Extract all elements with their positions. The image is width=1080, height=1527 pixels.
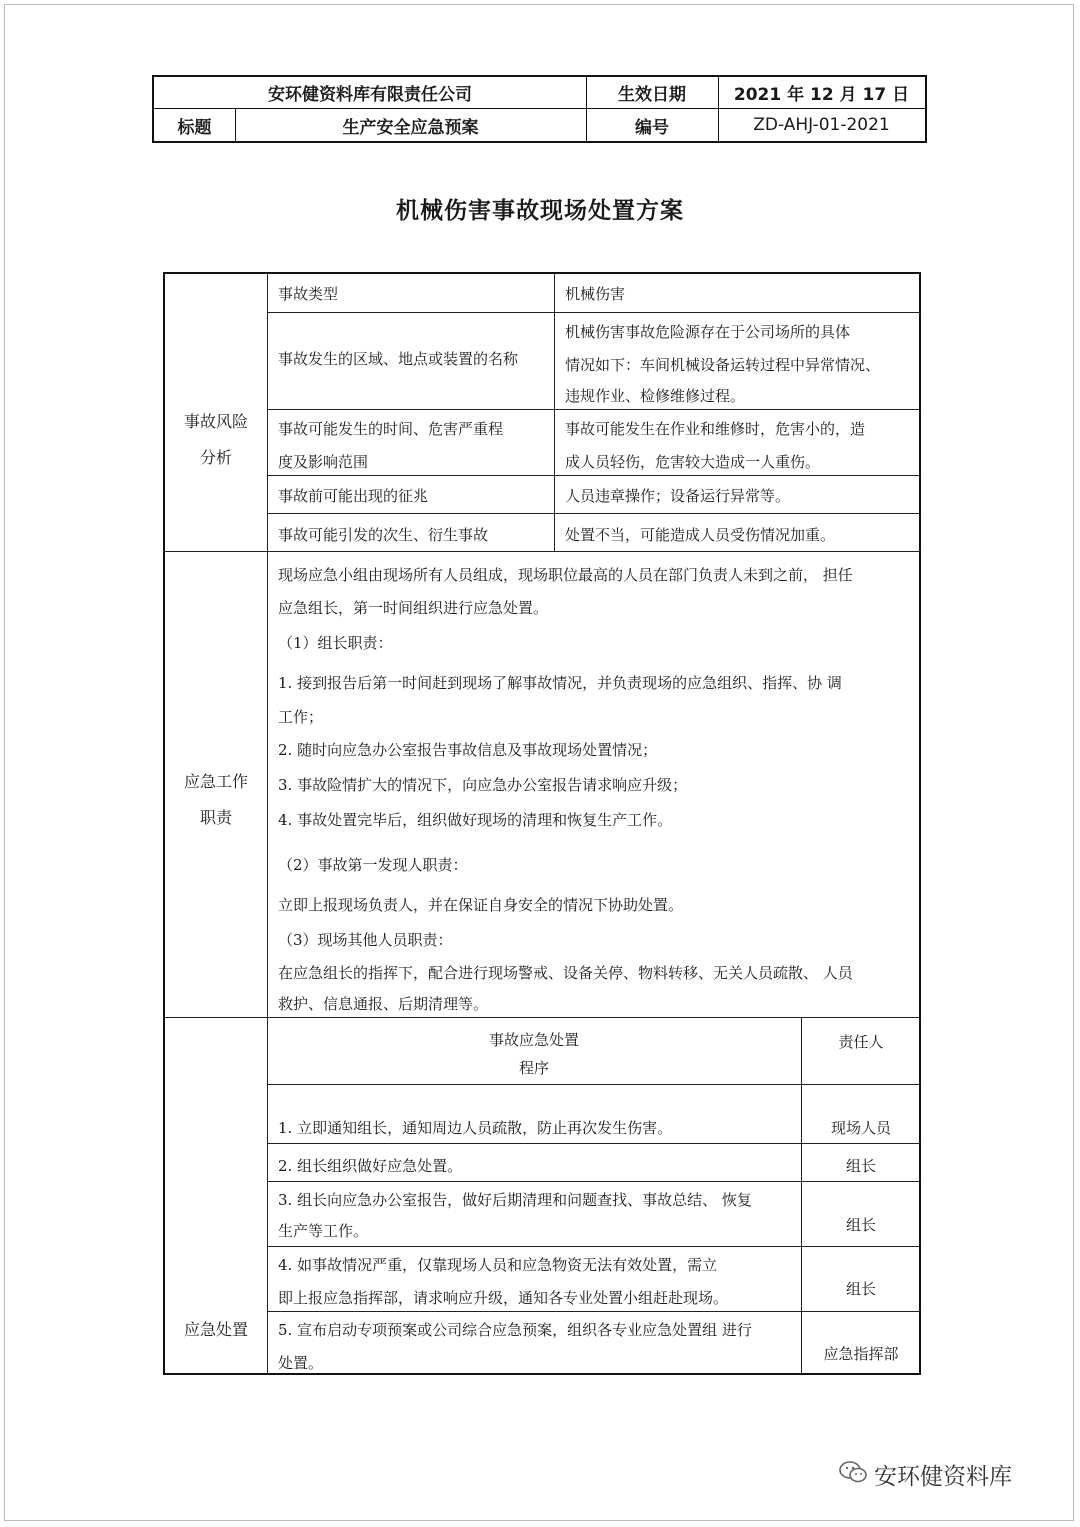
duty-line: 在应急组长的指挥下，配合进行现场警戒、设备关停、物料转移、无关人员疏散、 人员 [278,964,853,982]
procedure-header-line: 事故应急处置 [488,1031,579,1049]
duty-line: 工作； [278,708,324,726]
document-title: 机械伤害事故现场处置方案 [396,197,684,224]
risk-label: 事故前可能出现的征兆 [278,487,429,505]
section-duty-title [165,764,267,836]
risk-label: 度及影响范围 [278,453,369,471]
duty-line: 现场应急小组由现场所有人员组成，现场职位最高的人员在部门负责人未到之前， 担任 [278,566,853,584]
wechat-icon [838,1459,868,1491]
risk-value: 人员违章操作；设备运行异常等。 [565,487,791,505]
procedure-step: 1. 立即通知组长，通知周边人员疏散，防止再次发生伤害。 [278,1119,673,1137]
duty-line: 3. 事故险情扩大的情况下，向应急办公室报告请求响应升级； [278,776,688,794]
disposal-plan-table [163,272,921,1375]
procedure-step: 生产等工作。 [278,1222,369,1240]
step-responsible: 组长 [845,1280,876,1298]
table-divider [267,1084,921,1085]
effective-date-value: 2021 年 12 月 17 日 [733,85,910,105]
duty-line: 2. 随时向应急办公室报告事故信息及事故现场处置情况； [278,741,658,759]
step-responsible: 组长 [845,1216,876,1234]
document-header-table [152,75,927,143]
risk-value: 成人员轻伤，危害较大造成一人重伤。 [565,453,821,471]
risk-value: 违规作业、检修维修过程。 [565,387,746,405]
duty-line: 1. 接到报告后第一时间赶到现场了解事故情况，并负责现场的应急组织、指挥、协 调 [278,674,842,692]
risk-value: 处置不当，可能造成人员受伤情况加重。 [565,526,836,544]
procedure-step: 即上报应急指挥部，请求响应升级，通知各专业处置小组赶赴现场。 [278,1289,729,1307]
step-responsible: 组长 [845,1157,876,1175]
watermark-text: 安环健资料库 [874,1464,1012,1490]
procedure-step: 3. 组长向应急办公室报告，做好后期清理和问题查找、事故总结、 恢复 [278,1191,752,1209]
responsible-header: 责任人 [838,1033,884,1051]
title-value: 生产安全应急预案 [342,117,479,138]
risk-value: 机械伤害事故危险源存在于公司场所的具体 [565,323,851,341]
table-divider [267,274,268,1375]
procedure-header-line: 程序 [518,1059,549,1077]
section-title-line: 职责 [199,808,232,827]
effective-date-label: 生效日期 [618,85,686,105]
risk-label: 事故类型 [278,285,339,303]
step-responsible: 应急指挥部 [823,1345,899,1363]
procedure-step: 5. 宣布启动专项预案或公司综合应急预案，组织各专业应急处置组 进行 [278,1321,752,1339]
table-divider [554,274,555,551]
section-disposal-title: 应急处置 [183,1320,248,1339]
risk-label: 事故发生的区域、地点或装置的名称 [278,350,519,368]
step-responsible: 现场人员 [830,1119,891,1137]
title-label: 标题 [177,117,212,138]
duty-line: （2）事故第一发现人职责： [278,856,468,874]
code-label: 编号 [635,117,669,138]
procedure-step: 2. 组长组织做好应急处置。 [278,1157,463,1175]
company-name: 安环健资料库有限责任公司 [268,85,472,105]
risk-label: 事故可能发生的时间、危害严重程 [278,420,504,438]
section-risk-title [165,404,267,476]
risk-label: 事故可能引发的次生、衍生事故 [278,526,489,544]
duty-line: 4. 事故处置完毕后，组织做好现场的清理和恢复生产工作。 [278,811,673,829]
risk-value: 机械伤害 [565,285,626,303]
section-title-line: 事故风险 [183,412,248,431]
code-value: ZD-AHJ-01-2021 [753,115,890,135]
table-divider [267,513,921,514]
duty-line: （3）现场其他人员职责： [278,931,453,949]
section-title-line: 应急工作 [183,772,248,791]
procedure-step: 4. 如事故情况严重，仅靠现场人员和应急物资无法有效处置，需立 [278,1256,718,1274]
table-divider [801,1017,802,1375]
duty-line: （1）组长职责： [278,634,393,652]
procedure-header [267,1026,801,1082]
wechat-watermark [838,1458,1012,1491]
section-title-line: 分析 [199,448,232,467]
duty-line: 应急组长，第一时间组织进行应急处置。 [278,599,549,617]
risk-value: 情况如下：车间机械设备运转过程中异常情况、 [565,356,881,374]
duty-line: 救护、信息通报、后期清理等。 [278,995,489,1013]
table-divider [267,312,921,313]
procedure-step: 处置。 [278,1354,324,1372]
risk-value: 事故可能发生在作业和维修时，危害小的，造 [565,420,866,438]
duty-line: 立即上报现场负责人，并在保证自身安全的情况下协助处置。 [278,896,684,914]
